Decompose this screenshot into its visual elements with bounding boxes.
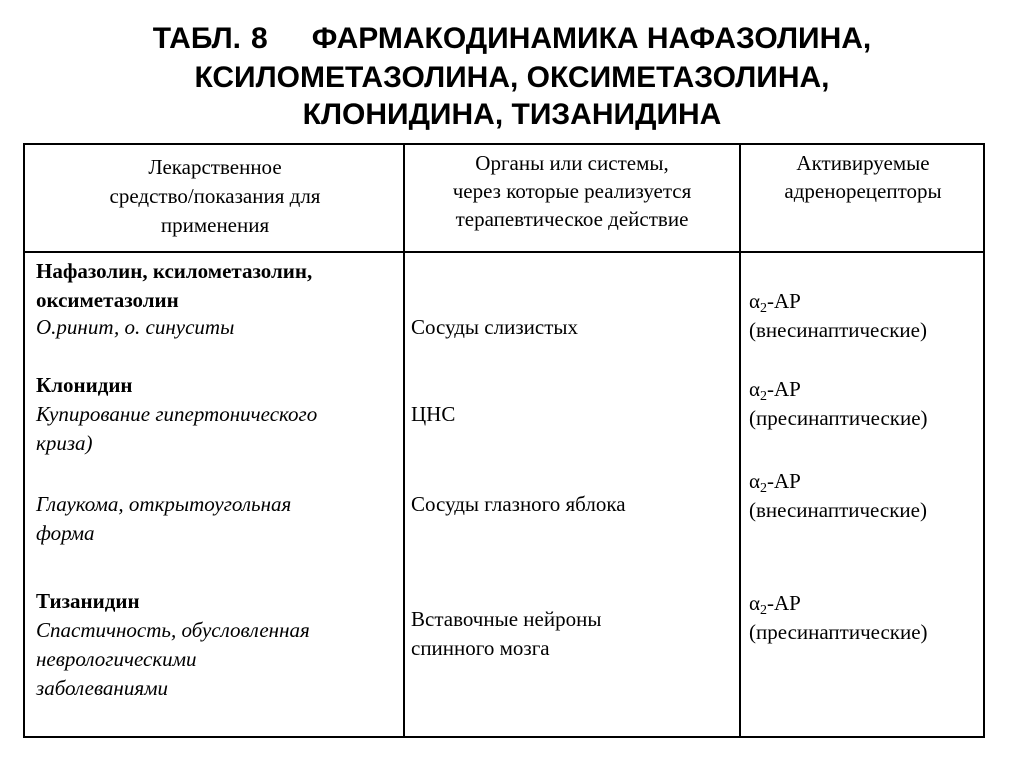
receptor-label: $\alpha_2-АР$ (749, 289, 801, 316)
drug-name-naphazoline: Нафазолин, ксилометазолин, оксиметазолин (36, 259, 313, 312)
drug-name-tizanidine: Тизанидин (36, 589, 140, 613)
organ-spinal-interneurons: Вставочные нейроны спинного мозга (411, 607, 602, 660)
drug-name-clonidine: Клонидин (36, 373, 133, 397)
table-number: 8 (251, 22, 268, 55)
page-title-line-1 (0, 20, 1024, 58)
drug-column (36, 257, 398, 727)
organ-cns: ЦНС (411, 402, 456, 426)
receptor-entry-4 (749, 589, 981, 647)
receptor-type: (внесинаптические) (749, 318, 927, 342)
organs-column (411, 257, 733, 727)
indication-rhinitis: О.ринит, о. синуситы (36, 315, 235, 339)
receptor-type: (внесинаптические) (749, 498, 927, 522)
table-label: ТАБЛ. (152, 22, 242, 55)
receptor-label: $\alpha_2-АР$ (749, 591, 801, 618)
receptor-entry-1 (749, 287, 981, 345)
page-title-line-3: КЛОНИДИНА, ТИЗАНИДИНА (302, 98, 722, 131)
page-title-line-2: КСИЛОМЕТАЗОЛИНА, ОКСИМЕТАЗОЛИНА, (194, 61, 830, 94)
receptor-entry-3 (749, 467, 981, 525)
title-text-1: ФАРМАКОДИНАМИКА НАФАЗОЛИНА, (311, 22, 872, 55)
receptor-label: $\alpha_2-АР$ (749, 469, 801, 496)
column-header-receptors: Активируемые адренорецепторы (784, 151, 942, 203)
indication-glaucoma: Глаукома, открытоугольная форма (36, 492, 292, 545)
organ-eye-vessels: Сосуды глазного яблока (411, 492, 626, 516)
indication-spasticity: Спастичность, обусловленная неврологическими заболеваниями (36, 618, 310, 700)
column-divider-1 (403, 145, 405, 736)
pharmacodynamics-table (23, 143, 985, 738)
column-header-organs: Органы или системы, через которые реализуется терапевтическое действие (452, 151, 692, 231)
receptors-column (749, 257, 981, 727)
receptor-type: (пресинаптические) (749, 620, 928, 644)
receptor-type: (пресинаптические) (749, 406, 928, 430)
receptor-entry-2 (749, 375, 981, 433)
receptor-label: $\alpha_2-АР$ (749, 377, 801, 404)
indication-hypertensive-crisis: Купирование гипертонического криза) (36, 402, 318, 455)
organ-mucosal-vessels: Сосуды слизистых (411, 315, 578, 339)
header-divider (25, 251, 983, 253)
column-header-drug: Лекарственное средство/показания для применения (109, 155, 321, 237)
column-divider-2 (739, 145, 741, 736)
